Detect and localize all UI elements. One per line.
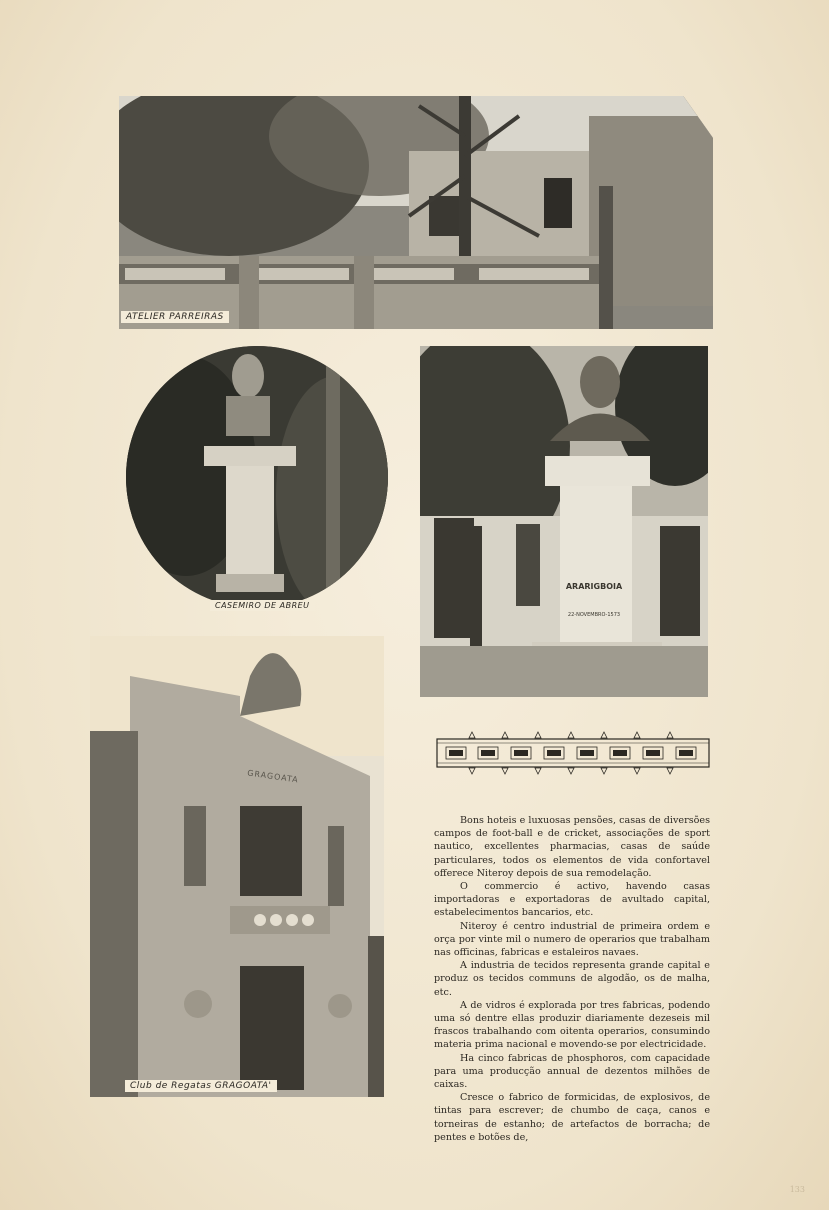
- atelier-parreiras-caption: ATELIER PARREIRAS: [121, 311, 229, 323]
- paragraph-glass: A de vidros é explorada por tres fabricas, podendo uma só dentre ellas produzir diariamente dezeseis mil frascos trabalhando com oitenta operarios, consumindo materia prima nacional e movendo-se por electricidade.: [434, 999, 710, 1051]
- paragraph-manufacturing: Cresce o fabrico de formicidas, de explosivos, de tintas para escrever; de chumbo de caça, canos e torneiras de estanho; de artefactos de borracha; de pentes e botões de,: [434, 1092, 710, 1143]
- page-number: 133: [789, 1185, 805, 1194]
- article-body-text: [434, 814, 710, 1144]
- casimiro-de-abreu-caption: CASEMIRO DE ABREU: [210, 600, 315, 611]
- monument-inscription-name: ARARIGBOIA: [565, 582, 623, 591]
- paragraph-commerce: O commercio é activo, havendo casas importadoras e exportadoras de avultado capital, estabelecimentos bancarios, etc.: [434, 881, 710, 919]
- paragraph-matches: Ha cinco fabricas de phosphoros, com capacidade para uma producção annual de dezentos milhões de caixas.: [434, 1052, 710, 1091]
- araribóia-monument-photo: [420, 346, 708, 697]
- decorative-border-ornament: [436, 730, 710, 776]
- monument-inscription-date: 22-NOVEMBRO-1573: [567, 612, 621, 618]
- building-facade-lettering: GRAGOATA: [246, 768, 300, 785]
- atelier-parreiras-photo: [119, 96, 713, 329]
- paragraph-industry: Niteroy é centro industrial de primeira ordem e orça por vinte mil o numero de operarios que trabalham nas officinas, fabricas e estaleiros navaes.: [434, 920, 710, 959]
- paragraph-textiles: A industria de tecidos representa grande capital e produz os tecidos communs de algodão, os de malha, etc.: [434, 960, 710, 998]
- club-de-regatas-photo: [90, 636, 384, 1097]
- paragraph-hotels: Bons hoteis e luxuosas pensões, casas de diversões campos de foot-ball e de cricket, associações de sport nautico, excellentes pharmacias, casas de saúde particulares, todos os elementos de vida confortavel offerece Niteroy depois de sua remodelação.: [434, 815, 710, 879]
- club-de-regatas-caption: Club de Regatas GRAGOATA': [125, 1080, 277, 1092]
- casimiro-de-abreu-photo: [126, 346, 388, 608]
